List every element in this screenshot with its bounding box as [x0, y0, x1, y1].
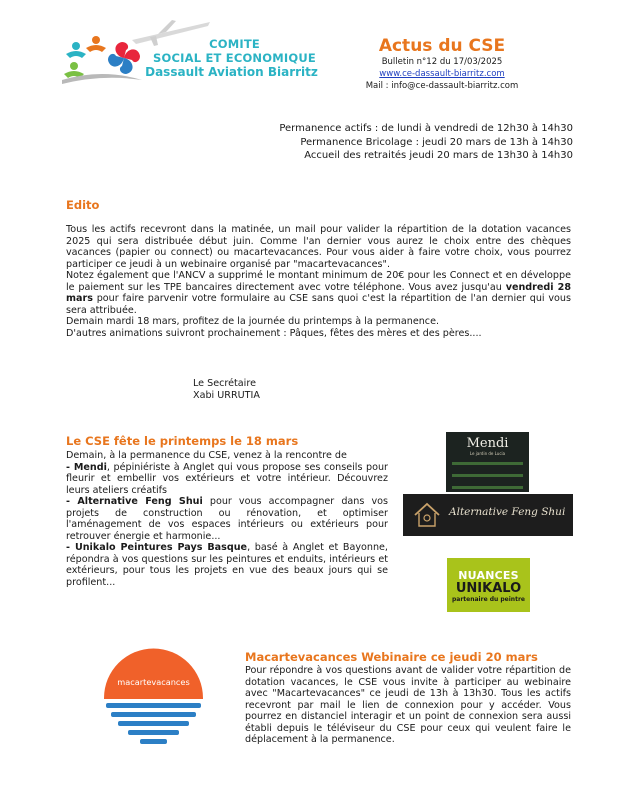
edito-paragraph: Tous les actifs recevront dans la matinée, un mail pour valider la répartition de la dotation vacances 2025 qui sera distribuée début juin. Comme l'an dernier vous aurez le choix entre des chèques vacances (papier ou connect) ou macartevacances. Pour vous aider à faire votre choix, vous pourrez participer ce jeudi à un webinaire organisé par "macartevacances". — [66, 224, 571, 270]
unikalo-logo-line-1: NUANCES — [458, 569, 519, 582]
edito-text: Notez également que l'ANCV a supprimé le montant minimum de 20€ pour les Connect et en développe le paiement sur les TPE bancaires directement avec votre téléphone. Vous avez jusqu'au — [66, 270, 571, 293]
bullet: - — [66, 461, 74, 473]
edito-paragraph: D'autres animations suivront prochainement : Pâques, fêtes des mères et des pères.... — [66, 327, 482, 339]
bulletin-header — [342, 36, 542, 92]
edito-paragraph: Demain mardi 18 mars, profitez de la journée du printemps à la permanence. — [66, 316, 440, 327]
printemps-item — [66, 462, 388, 497]
macartevacances-paragraph: Pour répondre à vos questions avant de valider votre répartition de dotation vacances, le CSE vous invite à participer au webinaire avec "Macartevacances" ce jeudi de 13h à 13h30. Tous les actifs recevront par mail le lien de connexion pour y accéder. Vous pourrez en distanciel interagir et un point de connexion sera aussi établi depuis le téléviseur du CSE pour ceux qui veulent faire le déplacement à la permanence. — [245, 665, 571, 745]
signature-role: Le Secrétaire — [193, 378, 256, 389]
edito-body — [66, 224, 571, 339]
mendi-logo-subtext: Le jardin de Lucia — [469, 451, 506, 456]
unikalo-logo — [447, 558, 530, 612]
mendi-logo — [446, 432, 529, 492]
signature-name: Xabi URRUTIA — [193, 390, 260, 401]
edito-deadline: vendredi 28 mars — [66, 281, 572, 304]
edito-text: pour faire parvenir votre formulaire au CSE sans quoi c'est la répartition de l'an dernier qui vous sera attribuée. — [66, 293, 571, 316]
mail-address[interactable]: info@ce-dassault-biarritz.com — [391, 81, 519, 91]
logo-line-1: COMITE — [209, 37, 260, 51]
bullet: - — [66, 542, 75, 553]
website-link[interactable]: www.ce-dassault-biarritz.com — [379, 69, 505, 79]
macartevacances-logo-text: macartevacances — [117, 677, 190, 687]
logo-line-2: SOCIAL ET ECONOMIQUE — [153, 51, 316, 65]
cse-logo — [62, 18, 324, 88]
permanence-block — [279, 122, 573, 163]
edito-paragraph — [66, 270, 571, 316]
permanence-line: Permanence Bricolage : jeudi 20 mars de 13h à 14h30 — [300, 136, 573, 148]
fengshui-logo-text: Alternative Feng Shui — [449, 506, 566, 518]
bulletin-number: Bulletin n°12 du 17/03/2025 — [381, 57, 503, 67]
bullet: - — [66, 496, 78, 507]
permanence-line: Permanence actifs : de lundi à vendredi de 12h30 à 14h30 — [279, 123, 573, 134]
shelf-decoration — [452, 474, 523, 477]
shelf-decoration — [452, 486, 523, 489]
house-icon — [413, 501, 441, 529]
macartevacances-title: Macartevacances Webinaire ce jeudi 20 mars — [245, 650, 538, 664]
signature — [193, 378, 260, 402]
shelf-decoration — [452, 462, 523, 465]
partner-name: Mendi — [73, 461, 107, 473]
permanence-line: Accueil des retraités jeudi 20 mars de 13h30 à 14h30 — [304, 150, 573, 161]
printemps-title: Le CSE fête le printemps le 18 mars — [66, 434, 299, 448]
logo-line-3: Dassault Aviation Biarritz — [145, 65, 318, 79]
partner-desc: pour vous accompagner dans vos projets de construction ou rénovation, et optimiser l'aménagement de vos espaces intérieurs ou extérieurs pour retrouver énergie et harmonie... — [66, 496, 388, 542]
partner-desc: , basé à Anglet et Bayonne, répondra à vos questions sur les peintures et enduits, intérieurs et extérieurs, pour tous les projets en vue des beaux jours qui se profilent... — [66, 542, 388, 588]
unikalo-logo-line-3: partenaire du peintre — [452, 596, 525, 603]
mail-label: Mail : — [365, 81, 392, 91]
macartevacances-logo — [102, 647, 205, 750]
bulletin-title: Actus du CSE — [378, 36, 506, 56]
printemps-item — [66, 496, 388, 542]
printemps-body — [66, 450, 388, 588]
macartevacances-body — [245, 665, 571, 746]
printemps-intro: Demain, à la permanence du CSE, venez à la rencontre de — [66, 450, 347, 461]
edito-title: Edito — [66, 198, 100, 212]
mendi-logo-text: Mendi — [466, 436, 509, 451]
cse-logo-text — [142, 37, 327, 80]
mail-line — [342, 80, 542, 92]
unikalo-logo-line-2: UNIKALO — [455, 581, 522, 596]
partner-desc: , pépiniériste à Anglet qui vous propose ses conseils pour fleurir et embellir vos extérieurs et votre intérieur. Découvrez leurs ateliers créatifs — [66, 461, 388, 496]
printemps-item — [66, 542, 388, 588]
partner-name: Unikalo Peintures Pays Basque — [74, 542, 248, 553]
fengshui-logo — [403, 494, 573, 536]
partner-name: Alternative Feng Shui — [77, 496, 203, 507]
